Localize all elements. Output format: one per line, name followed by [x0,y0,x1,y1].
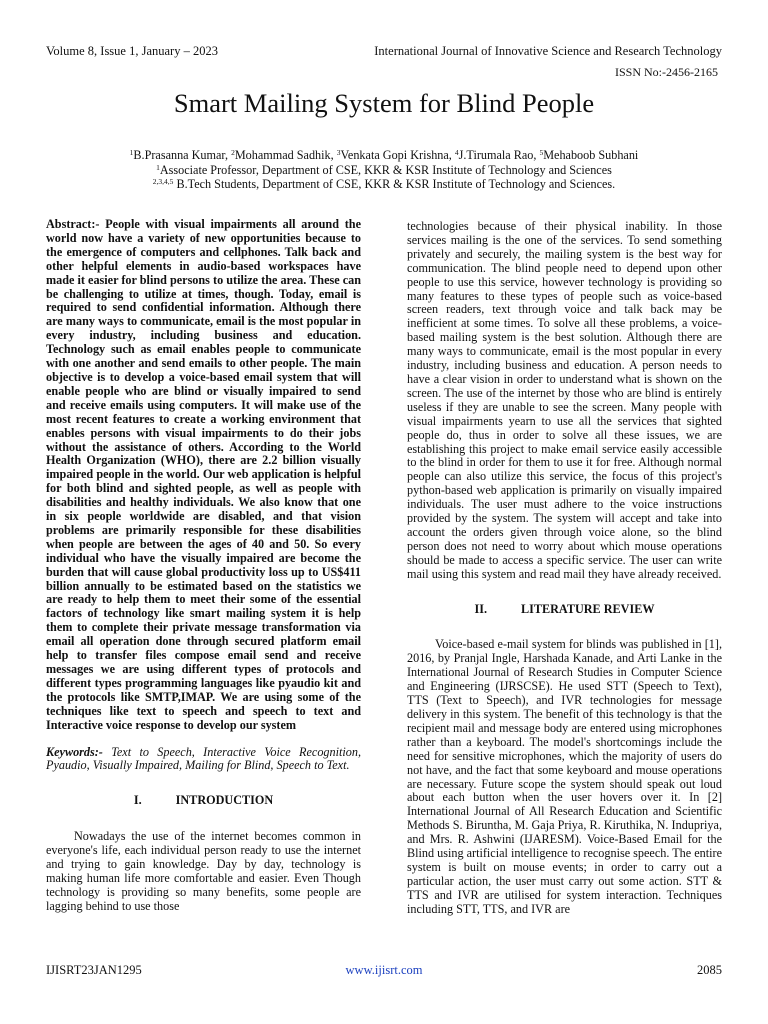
affiliation-sup: 1 [156,162,160,172]
author-sup: 4 [454,148,459,157]
section-title: INTRODUCTION [175,793,274,808]
affiliation-sup: 2,3,4,5 [152,177,174,186]
author-name: B.Prasanna Kumar, [133,148,232,162]
author-list [0,148,768,163]
intro-continued-paragraph: technologies because of their physical inability. In those services mailing is the one of the services. To send something privately and securely, the mailing system is the best way for communication. The blind people need to depend upon other people to use this service, however technology is providing so many features to these types of people such as voice-based screen readers, text through voice and talk back may be inefficient at some times. To solve all these problems, a voice-based mailing system is the best solution. Although there are many ways to communicate, email is the most popular in every industry, including business and education. A person needs to have a clear vision in order to understand what is shown on the screen. The use of the internet by those who are blind is entirely useless if they are unable to see the screen. Many people with visual impairments yearn to use all the services that sighted people do, thus in order to solve all these issues, we are establishing this project to make email service easily accessible to the blind in order for them to use it for free. Although normal people can also utilize this service, the focus of this project's python-based web application is primarily on visually impaired individuals. The user must adhere to the voice instructions provided by the system. The system will accept and take into account the orders given through voice alone, so the blind person does not need to worry about which mouse operations should be made to access a specific service. The user can write mail using this system and read mail they have already received. [407,219,722,581]
author-name: Venkata Gopi Krishna, [340,148,455,162]
page-number: 2085 [697,963,722,977]
author-name: J.Tirumala Rao, [458,148,540,162]
author-sup: 2 [231,148,235,157]
author-sup: 3 [336,148,341,157]
author-sup: 1 [129,148,134,157]
volume-info: Volume 8, Issue 1, January – 2023 [46,44,218,58]
keywords [46,746,361,774]
right-column [407,220,722,917]
affiliation-2 [0,177,768,192]
affiliation-1 [0,163,768,178]
literature-review-paragraph: Voice-based e-mail system for blinds was published in [1], 2016, by Pranjal Ingle, Harshada Kanade, and Arti Lanke in the International Journal of Research Studies in Computer Science and Engineering (IJRSCSE). He used STT (Speech to Text), TTS (Text to Speech), and IVR technologies for message delivery in this system. The benefit of this technology is that the recipient mail and message body are entered using microphones rather than a keyboard. The model's shortcomings include the need for sensitive microphones, which the majority of users do not have, and the fact that some keyboard and mouse operations are necessary. Future scope the system should speak out loud about each button when the user hovers over it. In [2] International Journal of All Research Education and Scientific Methods S. Biruntha, M. Gaja Priya, R. Kiruthika, N. Indupriya, and Mrs. R. Ashwini (IJARESM). Voice-Based Email for the Blind using artificial intelligence to recognise speech. The entire system is built on mouse events; in order to carry out a particular action, the user must carry out some action. STT & TTS and IVR are utilised for system interaction. Techniques including STT, TTS, and IVR are [407,637,722,916]
keywords-text: Text to Speech, Interactive Voice Recognition, Pyaudio, Visually Impaired, Mailing for Blind, Speech to Text. [46,744,361,773]
author-block [0,148,768,192]
author-sup: 5 [539,148,544,157]
intro-paragraph: Nowadays the use of the internet becomes common in everyone's life, each individual person ready to use the internet and trying to gain knowledge. Day by day, technology is making human life more comfortable and easier. Even Though technology is providing so many benefits, some people are lagging behind to use those [46,829,361,913]
section-number: I. [133,793,142,808]
journal-url-link[interactable]: www.ijisrt.com [345,963,423,977]
left-column [46,218,361,914]
keywords-label: Keywords:- [46,744,103,759]
issn: ISSN No:-2456-2165 [614,65,718,79]
author-name: Mohammad Sadhik, [234,148,337,162]
section-number: II. [474,601,487,616]
section-heading-introduction [46,794,361,808]
journal-name: International Journal of Innovative Science and Research Technology [374,44,722,58]
section-title: LITERATURE REVIEW [521,601,655,616]
affiliation-text: Associate Professor, Department of CSE, KKR & KSR Institute of Technology and Sciences [159,162,612,177]
abstract: Abstract:- People with visual impairments all around the world now have a variety of new opportunities because to the emergence of computers and cellphones. Talk back and other helpful elements in audio-based workspaces have made it easier for blind persons to utilize the area. These can be challenging to utilize at times, though. Today, email is required to send confidential information. Although there are many ways to communicate, email is the most popular in every industry, including business and education. Technology such as email enables people to communicate with one another and send emails to other people. The main objective is to develop a voice-based email system that will enable people who are blind or visually impaired to send and receive emails using computers. It will make use of the most recent features to create a working environment that enables persons with visual impairments to do their jobs without the assistance of others. According to the World Health Organization (WHO), there are 2.2 billion visually impaired people in the world. Our web application is helpful for both blind and sighted people, as well as people with disabilities and healthy individuals. We also know that one in six people worldwide are disabled, and that vision problems are primarily responsible for these disabilities when people are between the ages of 40 and 50. So every individual who have the visually impaired are become the burden that will cause global productivity loss up to US$411 billion annually to be estimated based on the statistics we are ready to help them to meet their some of the essential factors of technology like smart mailing system it is help them to complete their private message transformation via email all operation done through secured platform email help to transfer files compose email send and receive messages we are using different types of protocols and different types programming languages like pyaudio kit and the protocols like SMTP,IMAP. We are using some of the techniques like text to speech and speech to text and Interactive voice response to develop our system [46,217,361,732]
author-name: Mehaboob Subhani [543,148,639,162]
paper-id: IJISRT23JAN1295 [46,963,142,977]
paper-title: Smart Mailing System for Blind People [173,88,595,118]
affiliation-text: B.Tech Students, Department of CSE, KKR & KSR Institute of Technology and Sciences. [173,177,616,191]
section-heading-literature-review [407,603,722,617]
